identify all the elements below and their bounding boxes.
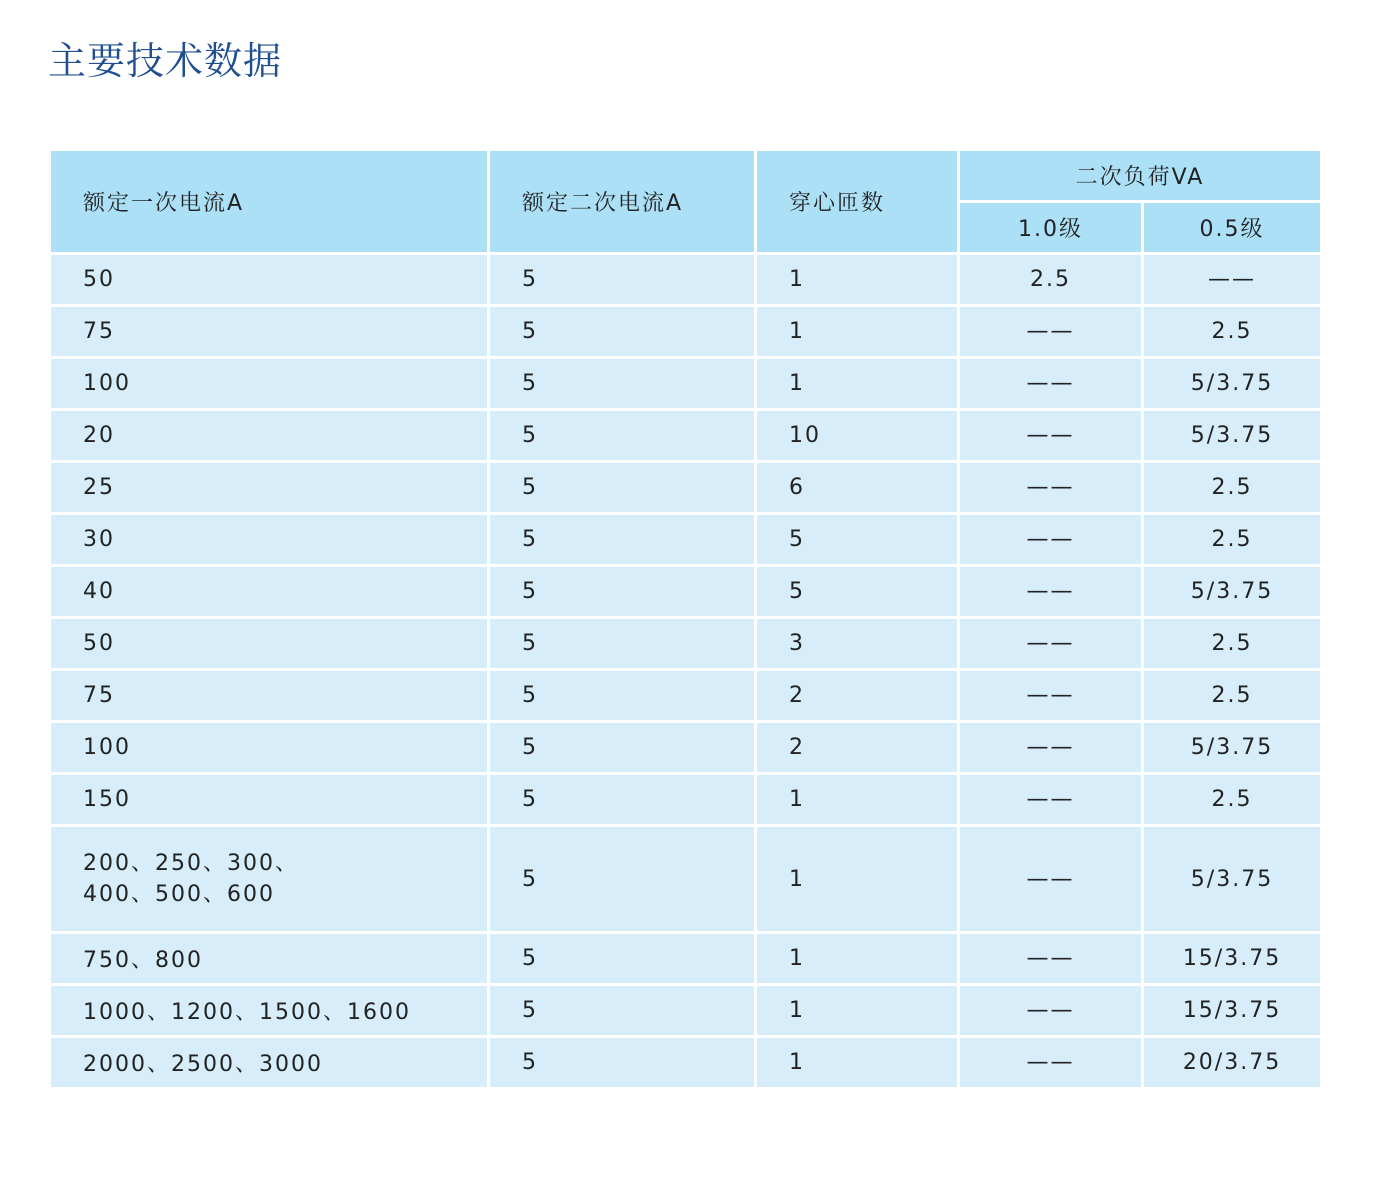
table-row bbox=[50, 254, 1322, 306]
cell-rated-secondary: 5 bbox=[489, 722, 756, 774]
cell-rated-primary: 40 bbox=[50, 566, 489, 618]
cell-rated-secondary: 5 bbox=[489, 358, 756, 410]
cell-rated-secondary: 5 bbox=[489, 774, 756, 826]
cell-turns: 10 bbox=[756, 410, 959, 462]
cell-class-1-0: —— bbox=[959, 722, 1143, 774]
cell-rated-primary: 100 bbox=[50, 358, 489, 410]
table-row bbox=[50, 462, 1322, 514]
cell-class-0-5: 5/3.75 bbox=[1143, 722, 1322, 774]
table-row bbox=[50, 774, 1322, 826]
cell-rated-secondary: 5 bbox=[489, 566, 756, 618]
page-title: 主要技术数据 bbox=[48, 39, 283, 83]
cell-class-0-5: 20/3.75 bbox=[1143, 1037, 1322, 1089]
cell-class-1-0: —— bbox=[959, 566, 1143, 618]
cell-turns: 1 bbox=[756, 826, 959, 933]
cell-rated-primary: 25 bbox=[50, 462, 489, 514]
table-row bbox=[50, 410, 1322, 462]
cell-rated-secondary: 5 bbox=[489, 306, 756, 358]
cell-rated-secondary: 5 bbox=[489, 514, 756, 566]
table-header bbox=[50, 150, 1322, 254]
cell-rated-secondary: 5 bbox=[489, 410, 756, 462]
table-row bbox=[50, 566, 1322, 618]
cell-class-1-0: —— bbox=[959, 306, 1143, 358]
cell-class-1-0: —— bbox=[959, 826, 1143, 933]
header-turns: 穿心匝数 bbox=[756, 150, 959, 254]
cell-class-1-0: —— bbox=[959, 774, 1143, 826]
cell-rated-primary: 75 bbox=[50, 670, 489, 722]
cell-turns: 1 bbox=[756, 985, 959, 1037]
cell-class-0-5: 15/3.75 bbox=[1143, 985, 1322, 1037]
table-row bbox=[50, 722, 1322, 774]
cell-rated-secondary: 5 bbox=[489, 462, 756, 514]
cell-rated-secondary: 5 bbox=[489, 933, 756, 985]
cell-rated-primary: 30 bbox=[50, 514, 489, 566]
cell-turns: 3 bbox=[756, 618, 959, 670]
cell-rated-primary: 100 bbox=[50, 722, 489, 774]
table-row bbox=[50, 358, 1322, 410]
cell-class-1-0: —— bbox=[959, 462, 1143, 514]
cell-rated-primary: 50 bbox=[50, 254, 489, 306]
cell-rated-primary: 20 bbox=[50, 410, 489, 462]
cell-class-0-5: 2.5 bbox=[1143, 670, 1322, 722]
header-secondary-burden: 二次负荷VA bbox=[959, 150, 1322, 202]
cell-class-0-5: 5/3.75 bbox=[1143, 826, 1322, 933]
cell-rated-primary: 750、800 bbox=[50, 933, 489, 985]
cell-class-0-5: 5/3.75 bbox=[1143, 358, 1322, 410]
cell-rated-primary: 75 bbox=[50, 306, 489, 358]
cell-rated-primary: 1000、1200、1500、1600 bbox=[50, 985, 489, 1037]
cell-class-1-0: —— bbox=[959, 670, 1143, 722]
cell-class-1-0: —— bbox=[959, 618, 1143, 670]
cell-turns: 1 bbox=[756, 358, 959, 410]
cell-class-1-0: —— bbox=[959, 985, 1143, 1037]
table-row bbox=[50, 1037, 1322, 1089]
cell-class-0-5: 5/3.75 bbox=[1143, 410, 1322, 462]
cell-rated-secondary: 5 bbox=[489, 1037, 756, 1089]
table-row bbox=[50, 618, 1322, 670]
cell-class-1-0: 2.5 bbox=[959, 254, 1143, 306]
cell-turns: 1 bbox=[756, 774, 959, 826]
cell-rated-secondary: 5 bbox=[489, 826, 756, 933]
table-row bbox=[50, 514, 1322, 566]
technical-data-table bbox=[48, 148, 1323, 1090]
table-row bbox=[50, 306, 1322, 358]
cell-class-1-0: —— bbox=[959, 514, 1143, 566]
cell-class-1-0: —— bbox=[959, 933, 1143, 985]
cell-rated-primary: 50 bbox=[50, 618, 489, 670]
header-class-1-0: 1.0级 bbox=[959, 202, 1143, 254]
table-row bbox=[50, 670, 1322, 722]
cell-class-1-0: —— bbox=[959, 410, 1143, 462]
cell-turns: 5 bbox=[756, 514, 959, 566]
cell-class-0-5: 2.5 bbox=[1143, 462, 1322, 514]
cell-class-0-5: 2.5 bbox=[1143, 618, 1322, 670]
cell-rated-secondary: 5 bbox=[489, 985, 756, 1037]
header-row bbox=[50, 150, 1322, 202]
cell-rated-secondary: 5 bbox=[489, 618, 756, 670]
cell-turns: 1 bbox=[756, 1037, 959, 1089]
cell-class-1-0: —— bbox=[959, 358, 1143, 410]
cell-turns: 6 bbox=[756, 462, 959, 514]
header-rated-secondary-current: 额定二次电流A bbox=[489, 150, 756, 254]
cell-turns: 2 bbox=[756, 670, 959, 722]
table-row bbox=[50, 826, 1322, 933]
cell-class-0-5: 2.5 bbox=[1143, 306, 1322, 358]
cell-class-0-5: 2.5 bbox=[1143, 514, 1322, 566]
cell-class-0-5: 5/3.75 bbox=[1143, 566, 1322, 618]
table-row bbox=[50, 933, 1322, 985]
cell-turns: 1 bbox=[756, 254, 959, 306]
cell-turns: 1 bbox=[756, 306, 959, 358]
table-row bbox=[50, 985, 1322, 1037]
cell-turns: 5 bbox=[756, 566, 959, 618]
cell-class-0-5: —— bbox=[1143, 254, 1322, 306]
cell-rated-secondary: 5 bbox=[489, 254, 756, 306]
cell-class-0-5: 15/3.75 bbox=[1143, 933, 1322, 985]
cell-class-0-5: 2.5 bbox=[1143, 774, 1322, 826]
header-class-0-5: 0.5级 bbox=[1143, 202, 1322, 254]
cell-class-1-0: —— bbox=[959, 1037, 1143, 1089]
cell-rated-primary: 2000、2500、3000 bbox=[50, 1037, 489, 1089]
cell-turns: 2 bbox=[756, 722, 959, 774]
header-rated-primary-current: 额定一次电流A bbox=[50, 150, 489, 254]
cell-rated-primary: 200、250、300、 400、500、600 bbox=[50, 826, 489, 933]
cell-rated-secondary: 5 bbox=[489, 670, 756, 722]
cell-turns: 1 bbox=[756, 933, 959, 985]
table-body bbox=[50, 254, 1322, 1089]
cell-rated-primary: 150 bbox=[50, 774, 489, 826]
